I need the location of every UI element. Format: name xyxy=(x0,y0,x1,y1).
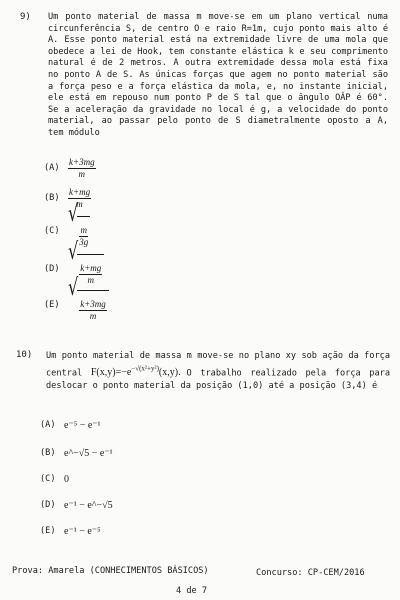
option-letter: (B) xyxy=(40,448,56,458)
radical-sign: √ xyxy=(68,199,79,227)
footer-exam-name: Prova: Amarela (CONHECIMENTOS BÁSICOS) xyxy=(12,566,209,576)
option-expression: e⁻¹ − e⁻⁵ xyxy=(64,526,101,538)
footer-contest: Concurso: CP-CEM/2016 xyxy=(256,568,365,578)
option-letter: (C) xyxy=(40,474,56,484)
option-expression: e⁻⁵ − e⁻¹ xyxy=(64,420,101,432)
q10-text-after: O trabalho realizado pela força para deslocar o ponto material da posição (1,0) até a posição (3,4) é xyxy=(46,367,391,391)
formula-lhs: F(x,y)=−e xyxy=(90,366,132,378)
option-letter: (C) xyxy=(44,225,60,236)
force-formula xyxy=(90,364,187,378)
formula-rhs: (x,y). xyxy=(158,366,181,378)
q10-option-e[interactable] xyxy=(40,526,101,538)
fraction-numerator: k+3mg xyxy=(80,299,106,309)
option-fraction xyxy=(68,158,96,179)
option-expression: e^−√5 − e⁻¹ xyxy=(64,448,113,460)
page-number: 4 de 7 xyxy=(176,586,208,596)
fraction-denominator: 3g xyxy=(79,237,89,247)
fraction-denominator: m xyxy=(76,199,83,209)
fraction-denominator: m xyxy=(89,311,97,321)
fraction-numerator: k+mg xyxy=(80,263,102,273)
option-fraction xyxy=(79,226,88,247)
option-fraction xyxy=(79,264,102,285)
option-letter: (B) xyxy=(44,192,60,203)
fraction-denominator: m xyxy=(78,169,86,179)
question-10-number: 10) xyxy=(16,350,33,360)
option-letter: (E) xyxy=(44,299,60,310)
q10-option-d[interactable] xyxy=(40,500,113,512)
option-expression: 0 xyxy=(64,474,69,486)
radical-sign: √ xyxy=(68,273,79,301)
option-letter: (D) xyxy=(44,263,60,274)
q10-option-b[interactable] xyxy=(40,448,113,460)
question-10-text xyxy=(46,350,390,392)
option-fraction xyxy=(79,300,107,321)
q10-option-a[interactable] xyxy=(40,420,101,432)
fraction-numerator: k+mg xyxy=(69,187,91,197)
option-letter: (A) xyxy=(44,162,60,173)
q10-option-c[interactable] xyxy=(40,474,69,486)
option-expression: e⁻¹ − e^−√5 xyxy=(64,500,113,512)
option-letter: (D) xyxy=(40,500,56,510)
q9-option-e[interactable] xyxy=(44,273,109,321)
fraction-numerator: m xyxy=(80,225,87,235)
radical-sign: √ xyxy=(68,237,79,265)
fraction-denominator: m xyxy=(87,275,94,285)
q9-option-a[interactable] xyxy=(44,158,96,179)
formula-exponent: −√(x²+y²) xyxy=(131,364,159,373)
question-9-text: Um ponto material de massa m move-se em um plano vertical numa circunferência S, de centro O e raio R=1m, cujo ponto mais alto é A. Esse ponto material está na extremidade livre de uma mola que obedece a lei de Hook, tem constante elástica k e seu comprimento natural é de 2 metros. A outra extremidade dessa mola está fixa no ponto A de S. As únicas forças que agem no ponto material são a força peso e a força elástica da mola, e, no instante inicial, ele está em repouso num ponto P de S tal que o ângulo OÂP é 60°. Se a aceleração da gravidade no local é g, a velocidade do ponto material, ao passar pelo ponto de S diametralmente oposto a A, tem módulo xyxy=(48,12,388,138)
square-root xyxy=(68,273,109,321)
option-letter: (A) xyxy=(40,420,56,430)
option-letter: (E) xyxy=(40,526,56,536)
q10-text-before: Um ponto material de massa m move-se no plano xy sob ação da força central xyxy=(46,351,390,378)
question-9-number: 9) xyxy=(20,12,31,22)
fraction-numerator: k+3mg xyxy=(69,157,95,167)
